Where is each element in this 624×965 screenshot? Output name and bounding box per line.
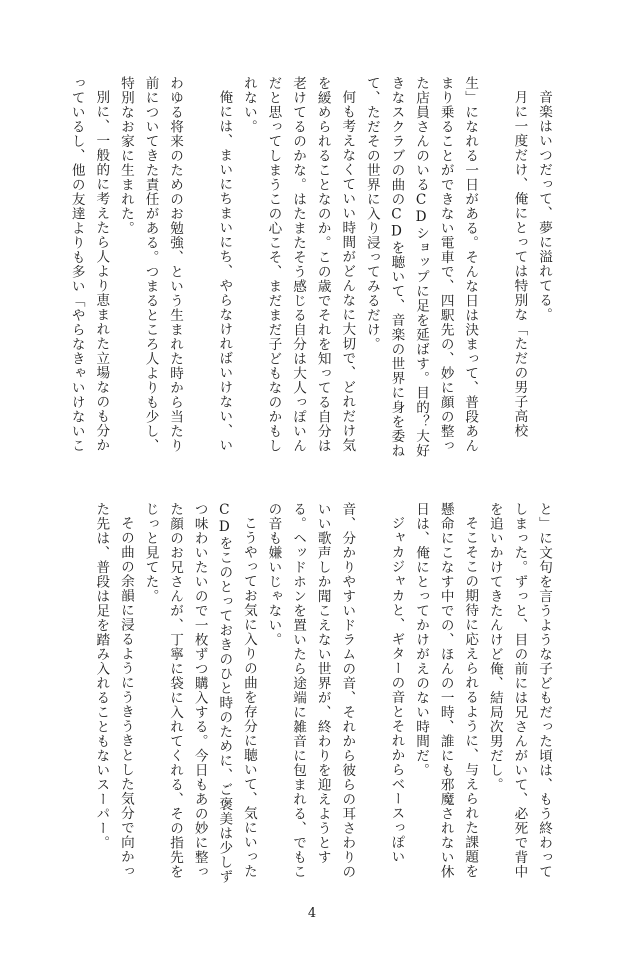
page-number: 4 xyxy=(307,906,317,921)
text-column: た先は、普段は足を踏み入れることもないスーパー。 xyxy=(93,502,110,850)
text-column: 音、分かりやすいドラムの音、それから彼らの耳さわりの xyxy=(339,502,356,879)
text-column: 日は、俺にとってかけがえのない時間だ。 xyxy=(413,502,430,778)
text-column: 前についてきた責任がある。つまるところ人よりも少し、 xyxy=(142,76,159,453)
text-column: 音楽はいつだって、夢に溢れてる。 xyxy=(536,89,552,322)
text-column: わゆる将来のためのお勉強、という生まれた時から当たり xyxy=(167,76,184,453)
text-column: る。ヘッドホンを置いたら途端に雑音に包まれる、でもこ xyxy=(290,502,307,879)
text-column: た顔のお兄さんが、丁寧に袋に入れてくれる、その指先を xyxy=(167,502,184,879)
text-column: 月に一度だけ、俺にとっては特別な「ただの男子高校 xyxy=(511,89,528,438)
text-column: 俺には、まいにちまいにち、やらなければいけない、い xyxy=(216,89,233,453)
text-column: 別に、一般的に考えたら人より恵まれた立場なのも分か xyxy=(93,89,110,453)
text-column: っているし、他の友達よりも多い「やらなきゃいけないこ xyxy=(68,76,85,453)
text-column: いい歌声しか聞こえない世界が、終わりを迎えようとす xyxy=(314,502,331,865)
text-column: 何も考えなくていい時間がどんなに大切で、どれだけ気 xyxy=(339,89,356,453)
text-column: 懸命にこなす中での、ほんの一時、誰にも邪魔されない休 xyxy=(437,502,454,879)
text-column: 特別なお家に生まれた。 xyxy=(117,76,134,236)
text-column: を緩められることなのか。この歳でそれを知ってる自分は xyxy=(314,76,331,453)
text-column: しまった。ずっと、目の前には兄さんがいて、必死で背中 xyxy=(511,502,528,879)
text-block-bottom xyxy=(76,502,556,882)
text-column: だと思ってしまうこの心こそ、まだまだ子どもなのかもし xyxy=(265,76,282,453)
text-column: その曲の余韻に浸るようにうきうきとした気分で向かっ xyxy=(117,515,134,879)
text-column: こうやってお気に入りの曲を存分に聴いて、気にいった xyxy=(240,515,257,879)
text-column: を追いかけてきたんけど俺、結局次男だし。 xyxy=(486,502,503,792)
text-column: じっと見てた。 xyxy=(142,502,159,604)
text-column: きなスクラブの曲のCDを聴いて、音楽の世界に身を委ね xyxy=(388,76,405,458)
text-column: 生」になれる一日がある。そんな日は決まって、普段あん xyxy=(462,76,479,453)
text-column: CDをこのとっておきのひと時のために、ご褒美は少しず xyxy=(216,502,233,884)
text-block-top xyxy=(68,76,556,458)
text-column: そこそこの期待に応えられるように、与えられた課題を xyxy=(462,515,479,879)
text-column: つ味わいたいので一枚ずつ購入する。今日もあの妙に整っ xyxy=(191,502,208,879)
text-column: と」に文句を言うような子どもだった頃は、もう終わって xyxy=(536,502,552,879)
text-column: て、ただその世界に入り浸ってみるだけ。 xyxy=(363,76,380,352)
text-column: れない。 xyxy=(240,76,257,134)
text-column: ジャカジャカと、ギターの音とそれからベースっぽい xyxy=(388,515,405,864)
text-column: の音も嫌いじゃない。 xyxy=(265,502,282,647)
text-column: まり乗ることができない電車で、四駅先の、妙に顔の整っ xyxy=(437,76,454,453)
text-column: た店員さんのいるCDショップに足を延ばす。目的？大好 xyxy=(413,76,430,458)
text-column: 老けてるのかな。はたまたそう感じる自分は大人っぽいん xyxy=(290,76,307,453)
